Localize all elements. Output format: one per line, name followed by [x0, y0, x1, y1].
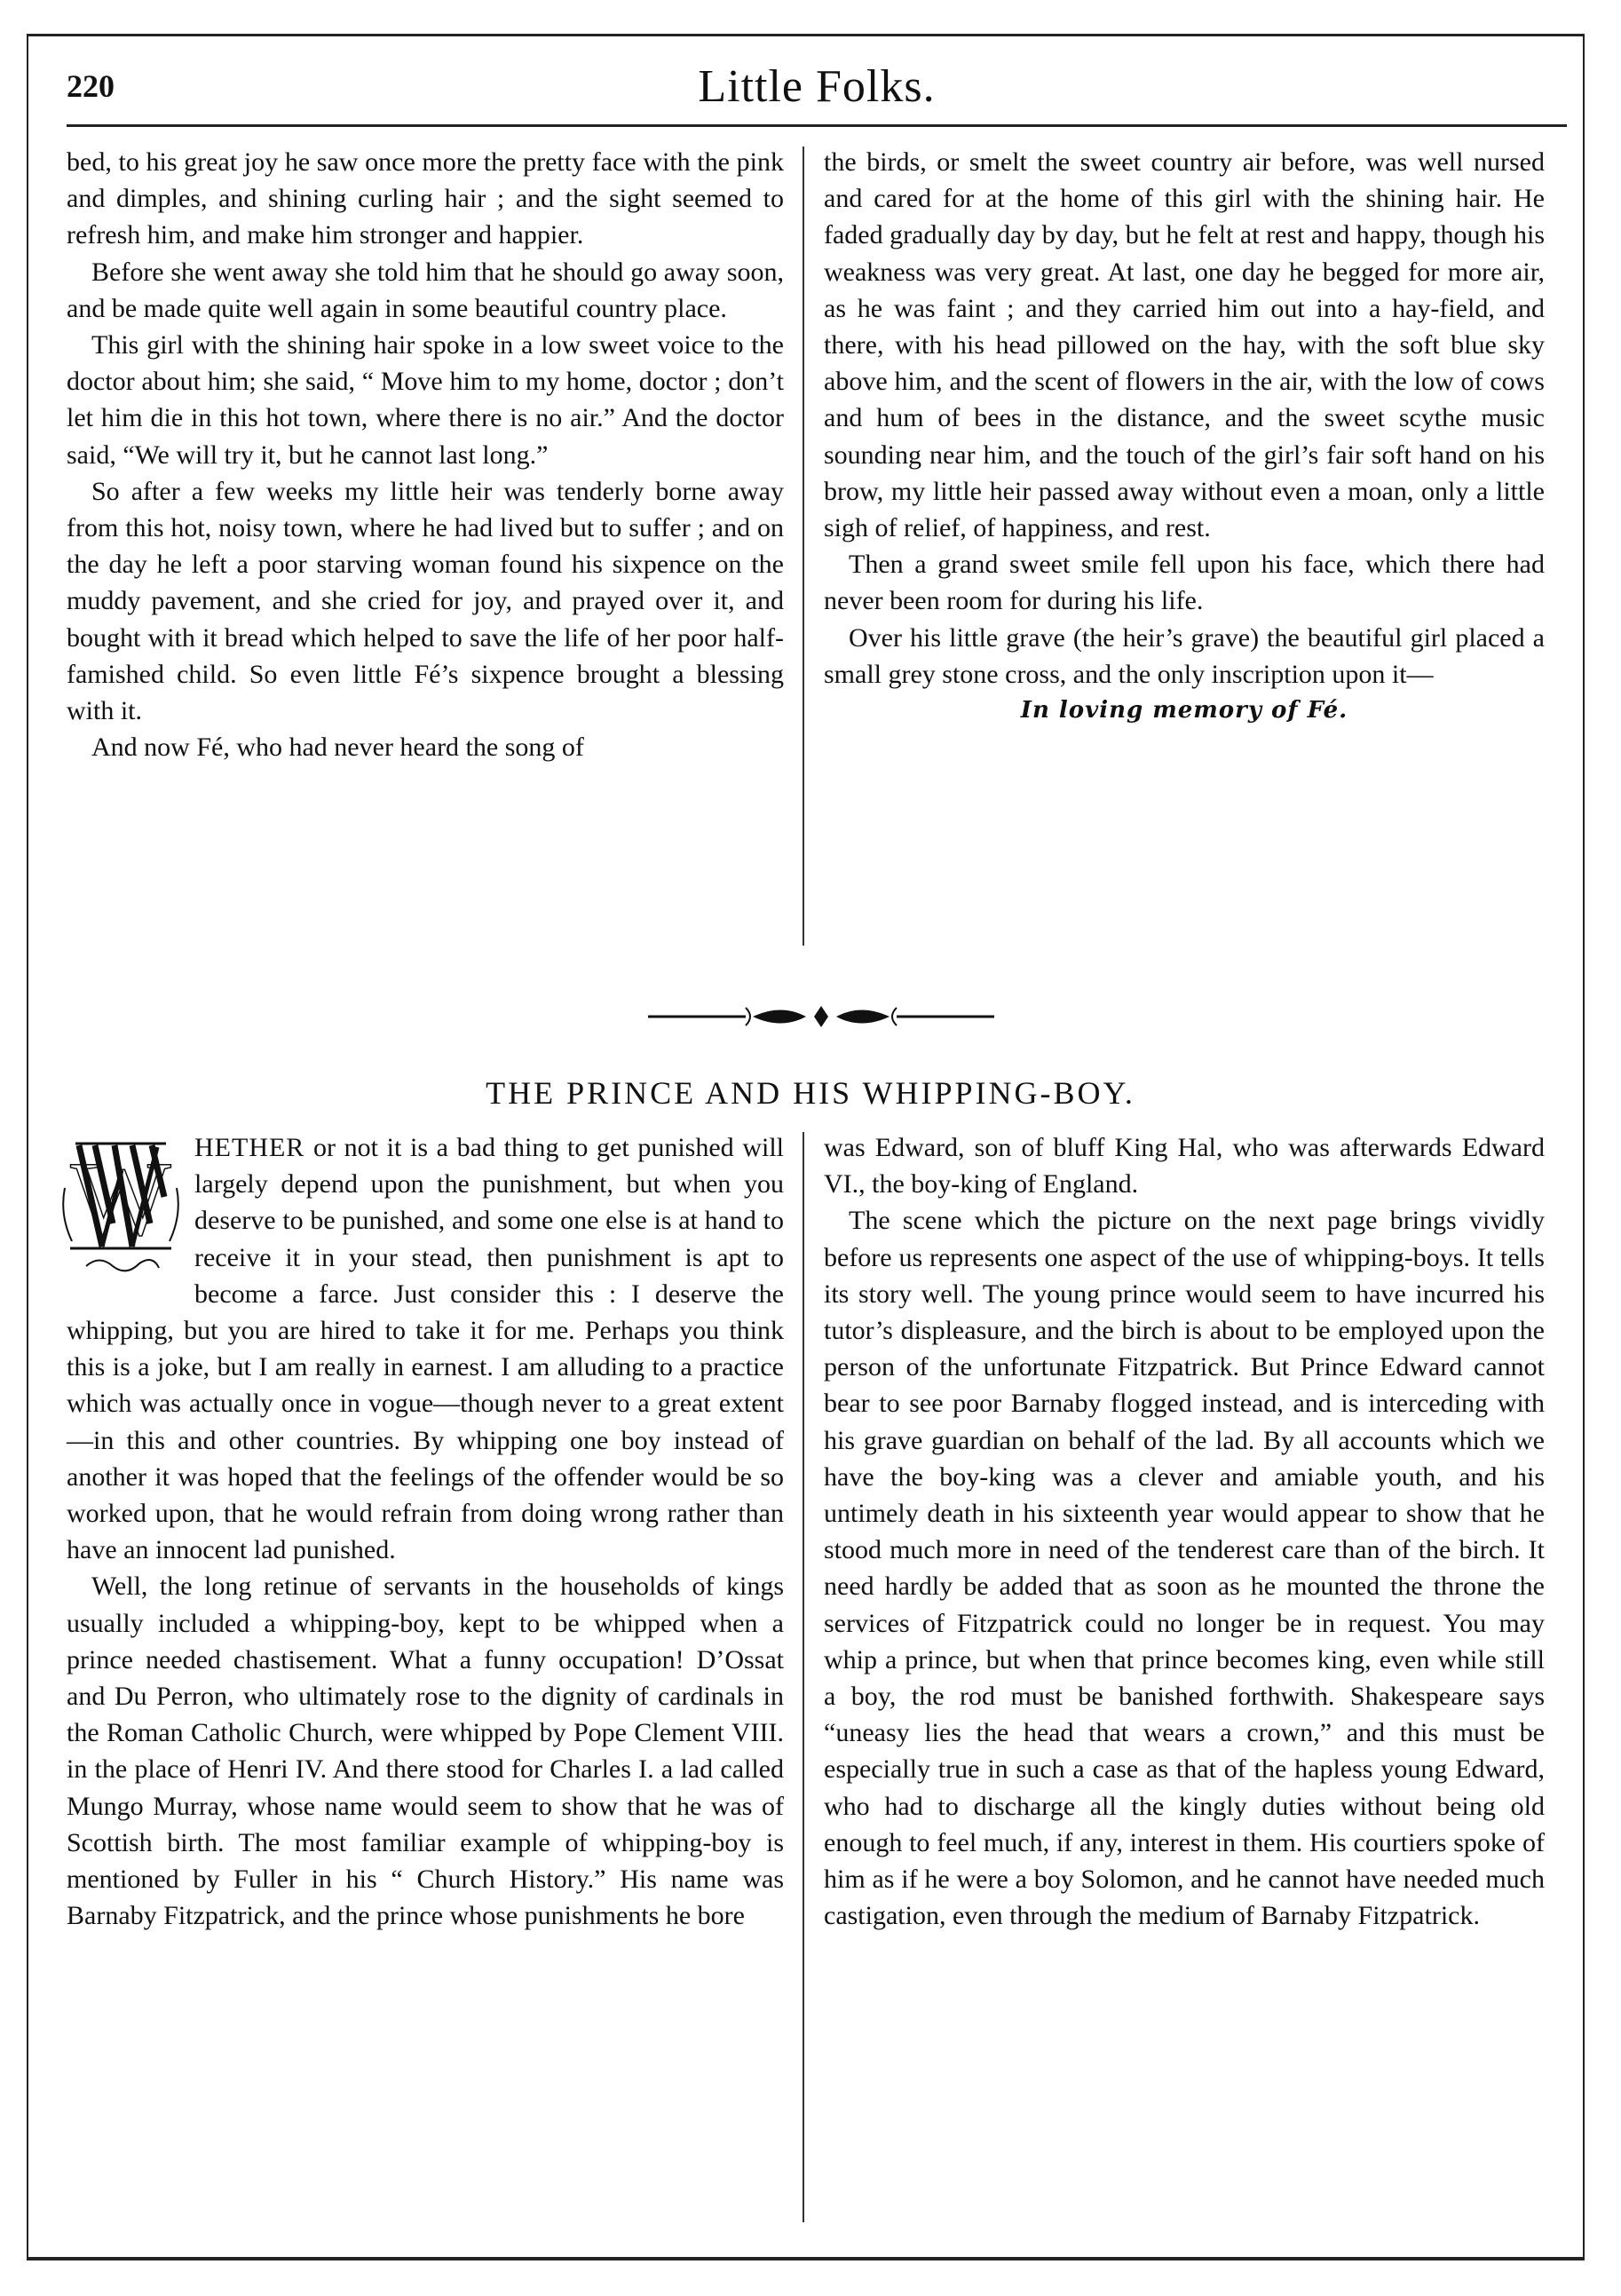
- lead-word: HETHER: [194, 1133, 305, 1162]
- paragraph: Before she went away she told him that he should go away soon, and be made quite well again in some beautiful country place.: [67, 257, 784, 323]
- paragraph: the birds, or smelt the sweet country air before, was well nursed and cared for at the home of this girl with the shining hair. He faded gradually day by day, but he felt at rest and happy, though his weakness was very great. At last, one day he begged for more air, as he was faint ; and they carried him out into a hay-field, and there, with his head pillowed on the hay, with the soft blue sky above him, and the scent of flowers in the air, with the low of cows and hum of bees in the distance, and the sweet scythe music sounding near him, and the touch of the girl’s fair soft hand on his brow, my little heir passed away without even a moan, only a little sigh of relief, of happiness, and rest.: [824, 147, 1545, 543]
- paragraph: The scene which the picture on the next page brings vividly before us represents one aspect of the use of whipping-boys. It tells its story well. The young prince would seem to have incurred his tutor’s displeasure, and the birch is about to be employed upon the person of the unfortunate Fitzpatrick. But Prince Edward cannot bear to see poor Barnaby flogged instead, and is interceding with his grave guardian on behalf of the lad. By all accounts which we have the boy-king was a clever and amiable youth, and his untimely death in his sixteenth year would appear to show that he stood much more in need of the tenderest care than of the birch. It need hardly be added that as soon as he mounted the throne the services of Fitzpatrick could no longer be in request. You may whip a prince, but when that prince becomes king, even while still a boy, the rod must be banished forthwith. Shakespeare says “uneasy lies the head that wears a crown,” and this must be especially true in such a case as that of the hapless young Edward, who had to discharge all the kingly duties without being old enough to feel much, if any, interest in them. His courtiers spoke of him as if he were a boy Solomon, and he cannot have needed much castigation, even through the medium of Barnaby Fitzpatrick.: [824, 1206, 1545, 1931]
- masthead-title: Little Folks.: [698, 61, 936, 112]
- story1-right-column: [824, 144, 1545, 729]
- paragraph: This girl with the shining hair spoke in a low sweet voice to the doctor about him; she said, “ Move him to my home, doctor ; don’t let him die in this hot town, where there is no air.” And the doctor said, “We will try it, but he cannot last long.”: [67, 330, 784, 470]
- page-number: 220: [67, 68, 115, 104]
- column-divider: [803, 1132, 804, 2222]
- ornament-divider-icon: [648, 1003, 994, 1030]
- svg-text:W: W: [70, 1139, 171, 1257]
- drop-cap-w-icon: [59, 1135, 182, 1277]
- paragraph: Then a grand sweet smile fell upon his face, which there had never been room for during his life.: [824, 550, 1545, 616]
- paragraph: So after a few weeks my little heir was tenderly borne away from this hot, noisy town, where he had lived but to suffer ; and on the day he left a poor starving woman found his sixpence on the muddy pavement, and she cried for joy, and prayed over it, and bought with it bread which helped to save the life of her poor half-famished child. So even little Fé’s sixpence brought a blessing with it.: [67, 476, 784, 726]
- story2-right-column: [824, 1129, 1545, 1934]
- column-divider: [803, 146, 804, 946]
- paragraph: [67, 1129, 784, 1568]
- paragraph: Over his little grave (the heir’s grave) the beautiful girl placed a small grey stone cross, and the only inscription upon it—: [824, 622, 1545, 689]
- paragraph: was Edward, son of bluff King Hal, who was afterwards Edward VI., the boy-king of England.: [824, 1133, 1545, 1199]
- running-header: [67, 60, 1567, 123]
- paragraph: And now Fé, who had never heard the song of: [91, 732, 584, 763]
- paragraph: Well, the long retinue of servants in the households of kings usually included a whipping-boy, kept to be whipped when a prince needed chastisement. What a funny occupation! D’Ossat and Du Perron, who ultimately rose to the dignity of cardinals in the Roman Catholic Church, were whipped by Pope Clement VIII. in the place of Henri IV. And there stood for Charles I. a lad called Mungo Murray, whose name would seem to show that he was of Scottish birth. The most familiar example of whipping-boy is mentioned by Fuller in his “ Church History.” His name was Barnaby Fitzpatrick, and the prince whose punishments he bore: [67, 1572, 784, 1931]
- story1-left-column: [67, 144, 784, 765]
- story2-left-column: [67, 1129, 784, 1934]
- paragraph: bed, to his great joy he saw once more the pretty face with the pink and dimples, and shining curling hair ; and the sight seemed to refresh him, and make him stronger and happier.: [67, 147, 784, 250]
- inscription: In loving memory of Fé.: [1020, 697, 1348, 724]
- paragraph-text: or not it is a bad thing to get punished will largely depend upon the punishment, but when you deserve to be punished, and some one else is at hand to receive it in your stead, then punishment is apt to become a farce. Just consider this : I deserve the whipping, but you are hired to take it for me. Perhaps you think this is a joke, but I am really in earnest. I am alluding to a practice which was actually once in vogue—though never to a great extent—in this and other countries. By whipping one boy instead of another it was hoped that the feelings of the offender would be so worked upon, that he would refrain from doing wrong rather than have an innocent lad punished.: [67, 1133, 784, 1565]
- header-rule: [67, 124, 1567, 127]
- article-title: THE PRINCE AND HIS WHIPPING-BOY.: [486, 1075, 1135, 1111]
